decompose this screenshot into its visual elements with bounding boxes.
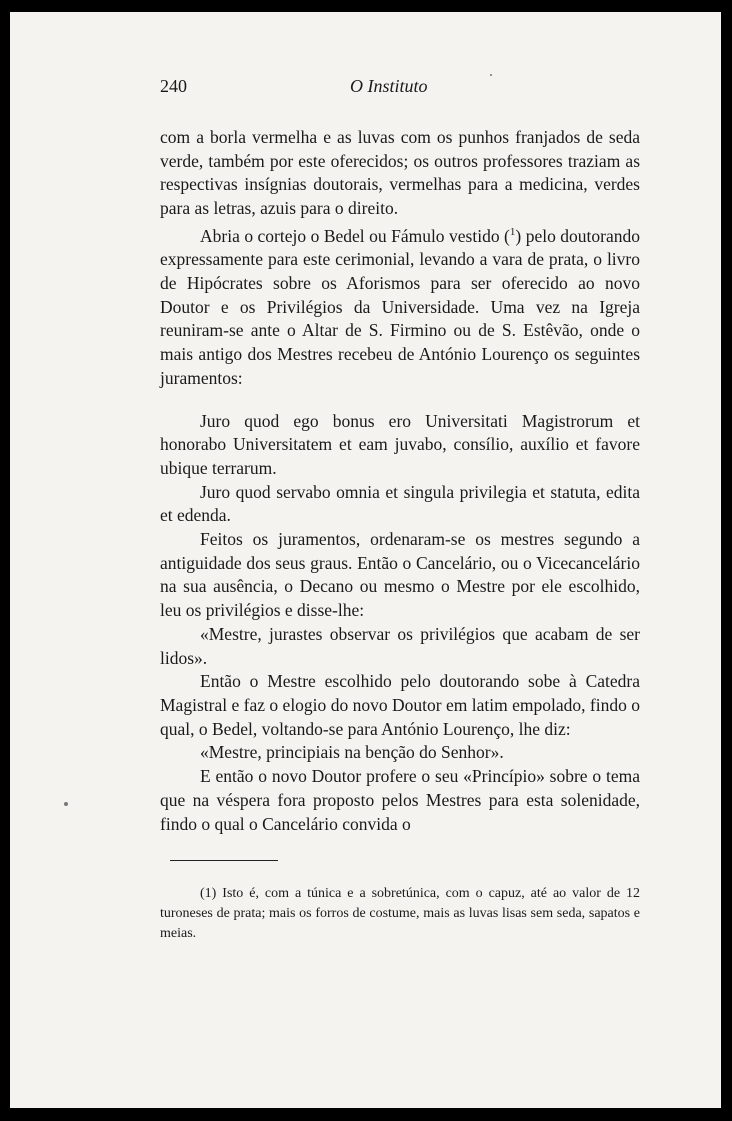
scan-speck <box>64 802 68 806</box>
paragraph <box>160 221 640 391</box>
main-text <box>160 126 640 836</box>
paragraph: Feitos os juramentos, ordenaram-se os mestres segundo a antiguidade dos seus graus. Então o Cancelário, ou o Vicecancelário na sua ausência, o Decano ou mesmo o Mestre por ele escolhido, leu os privilégios e disse-lhe: <box>160 529 640 621</box>
footnote <box>160 884 640 944</box>
paragraph: «Mestre, jurastes observar os privilégios que acabam de ser lidos». <box>160 623 640 668</box>
footnote-reference: 1 <box>509 225 516 238</box>
oath-paragraph: Juro quod servabo omnia et singula privilegia et statuta, edita et edenda. <box>160 481 640 526</box>
footnote-text: Isto é, com a túnica e a sobretúnica, com o capuz, até ao valor de 12 turoneses de prata; mais os forros de costume, mais as luvas lisas sem seda, sapatos e meias. <box>160 886 641 941</box>
page-number: 240 <box>160 76 187 96</box>
paragraph-text: ) pelo doutorando expressamente para este cerimonial, levando a vara de prata, o livro de Hipócrates sobre os Aforismos para ser oferecido ao novo Doutor e os Privilégios da Universidade. Uma vez na Igreja reuniram-se ante o Altar de S. Firmino ou de S. Estêvão, onde o mais antigo dos Mestres recebeu de António Lourenço os seguintes juramentos: <box>160 225 640 388</box>
paragraph: «Mestre, principiais na benção do Senhor». <box>200 742 504 763</box>
spacer <box>160 391 640 410</box>
footnote-marker: (1) <box>200 886 217 901</box>
book-page <box>10 12 721 1108</box>
footnote-divider <box>170 860 278 861</box>
page-header <box>160 76 650 102</box>
scan-speck <box>490 74 492 76</box>
running-title: O Instituto <box>350 76 428 96</box>
paragraph: E então o novo Doutor profere o seu «Princípio» sobre o tema que na véspera fora proposto pelos Mestres para esta solenidade, findo o qual o Cancelário convida o <box>160 766 640 834</box>
paragraph: Então o Mestre escolhido pelo doutorando sobe à Catedra Magistral e faz o elogio do novo Doutor em latim empolado, findo o qual, o Bedel, voltando-se para António Lourenço, lhe diz: <box>160 671 640 739</box>
oath-paragraph: Juro quod ego bonus ero Universitati Magistrorum et honorabo Universitatem et eam juvabo, consílio, auxílio et favore ubique terrarum. <box>160 410 640 478</box>
paragraph: com a borla vermelha e as luvas com os punhos franjados de seda verde, também por este oferecidos; os outros professores traziam as respectivas insígnias doutorais, vermelhas para a medicina, verdes para as letras, azuis para o direito. <box>160 127 640 219</box>
paragraph-text: Abria o cortejo o Bedel ou Fámulo vestido ( <box>200 225 510 246</box>
